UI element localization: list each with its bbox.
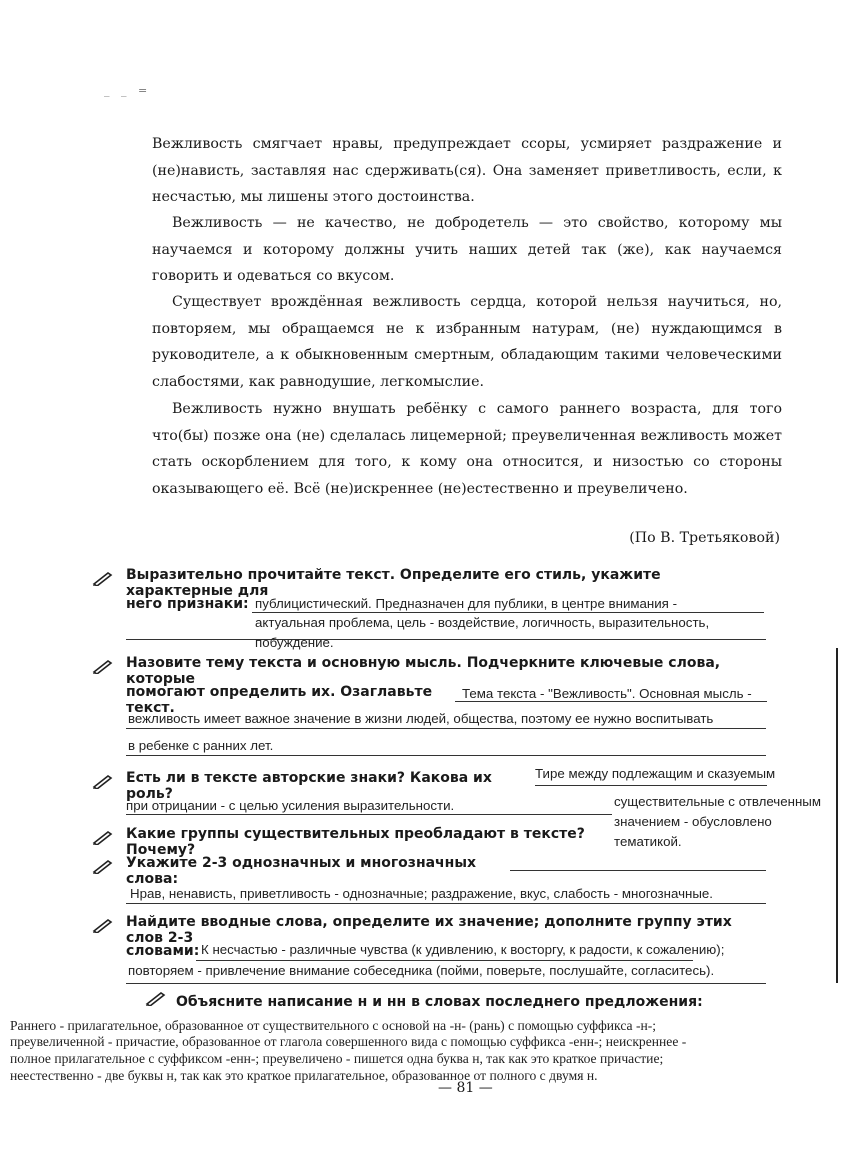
task-1-answer-line-2: актуальная проблема, цель - воздействие, логичность, выразительность, (255, 615, 710, 630)
typed-answer-line-3: полное прилагательное с суффиксом -енн-; преувеличено - пишется одна буква н, так как это краткое причастие; (10, 1051, 664, 1066)
answer-underline (126, 903, 766, 904)
pencil-icon (145, 990, 167, 1006)
answer-underline (252, 612, 764, 613)
task-6-answer-line-1: К несчастью - различные чувства (к удивлению, к восторгу, к радости, к сожалению); (201, 942, 725, 957)
task-7-question: Объясните написание н и нн в словах последнего предложения: (176, 994, 703, 1010)
task-6-question-a: Найдите вводные слова, определите их значение; дополните группу этих слов 2-3 (126, 914, 732, 946)
task-1-question-b: него признаки: (126, 596, 249, 612)
pencil-icon (92, 858, 114, 874)
answer-underline (126, 728, 766, 729)
answer-underline (510, 870, 766, 871)
typed-answer-line-1: Раннего - прилагательное, образованное от существительного с основой на -н- (рань) с помощью суффикса -н-; (10, 1018, 657, 1033)
answer-underline (126, 814, 612, 815)
pencil-icon (92, 829, 114, 845)
text-paragraph-3: Существует врождённая вежливость сердца, которой нельзя научиться, но, повторяем, мы обращаемся не к избранным натурам, (не) нуждающимся в руководителе, а к обыкновенным смертным, обладающим такими человеческими слабостями, как равнодушие, легкомыслие. (152, 294, 782, 390)
task-2-question-a: Назовите тему текста и основную мысль. Подчеркните ключевые слова, которые (126, 655, 721, 687)
task-4-answer-line-1: существительные с отвлеченным (614, 794, 821, 809)
answer-underline (126, 983, 766, 984)
task-2-answer-line-3: в ребенке с ранних лет. (128, 738, 274, 753)
task-6-question-b: словами: (126, 943, 200, 959)
author-attribution: (По В. Третьяковой) (629, 530, 780, 546)
corner-mark: _ _ = (104, 84, 152, 97)
task-2-answer-line-2: вежливость имеет важное значение в жизни людей, общества, поэтому ее нужно воспитывать (128, 711, 714, 726)
typed-answer-line-4: неестественно - две буквы н, так как это краткое прилагательное, образованное от полного с двумя н. (10, 1068, 598, 1083)
task-3-answer-line-1: Тире между подлежащим и сказуемым (535, 766, 776, 781)
task-4-answer-line-2: значением - обусловлено (614, 814, 772, 829)
task-1-question-a: Выразительно прочитайте текст. Определите его стиль, укажите характерные для (126, 567, 661, 599)
pencil-icon (92, 658, 114, 674)
task-6-answer-line-2: повторяем - привлечение внимание собеседника (пойми, поверьте, послушайте, согласитесь). (128, 963, 715, 978)
task-2-answer-line-1: Тема текста - "Вежливость". Основная мысль - (462, 686, 752, 701)
answer-underline (196, 960, 693, 961)
task-2-question-b: помогают определить их. Озаглавьте текст. (126, 684, 433, 716)
pencil-icon (92, 570, 114, 586)
task-4-question: Какие группы существительных преобладают в тексте? Почему? (126, 826, 585, 858)
text-paragraph-4: Вежливость нужно внушать ребёнку с самого раннего возраста, для того что(бы) позже она (не) сделалась лицемерной; преувеличенная вежливость может стать оскорблением для того, к кому она относится, и низостью со стороны оказывающего её. Всё (не)искреннее (не)естественно и преувеличено. (152, 401, 782, 497)
typed-answer-line-2: преувеличенной - причастие, образованное от глагола совершенного вида с помощью суффикса -енн-; неискреннее - (10, 1034, 687, 1049)
margin-bar (836, 648, 838, 983)
answer-underline (126, 755, 766, 756)
task-1-answer-line-3: побуждение. (255, 635, 334, 650)
task-5-answer: Нрав, ненависть, приветливость - однозначные; раздражение, вкус, слабость - многозначные. (130, 886, 713, 901)
answer-underline (535, 785, 767, 786)
text-paragraph-1: Вежливость смягчает нравы, предупреждает ссоры, усмиряет раздражение и (не)нависть, заставляя нас сдерживать(ся). Она заменяет приветливость, если, к несчастью, мы лишены этого достоинства. (152, 136, 782, 205)
answer-underline (126, 639, 766, 640)
task-3-question: Есть ли в тексте авторские знаки? Какова их роль? (126, 770, 492, 802)
task-3-answer-line-2: при отрицании - с целью усиления выразительности. (126, 798, 455, 813)
page-number: — 81 — (438, 1080, 493, 1096)
text-paragraph-2: Вежливость — не качество, не добродетель — это свойство, которому мы научаемся и которому должны учить наших детей так (же), как научаемся говорить и одеваться со вкусом. (152, 215, 782, 284)
pencil-icon (92, 917, 114, 933)
task-5-question: Укажите 2-3 однозначных и многозначных слова: (126, 855, 477, 887)
answer-underline (455, 701, 767, 702)
task-4-answer-line-3: тематикой. (614, 834, 682, 849)
task-1-answer-line-1: публицистический. Предназначен для публики, в центре внимания - (255, 596, 678, 611)
pencil-icon (92, 773, 114, 789)
